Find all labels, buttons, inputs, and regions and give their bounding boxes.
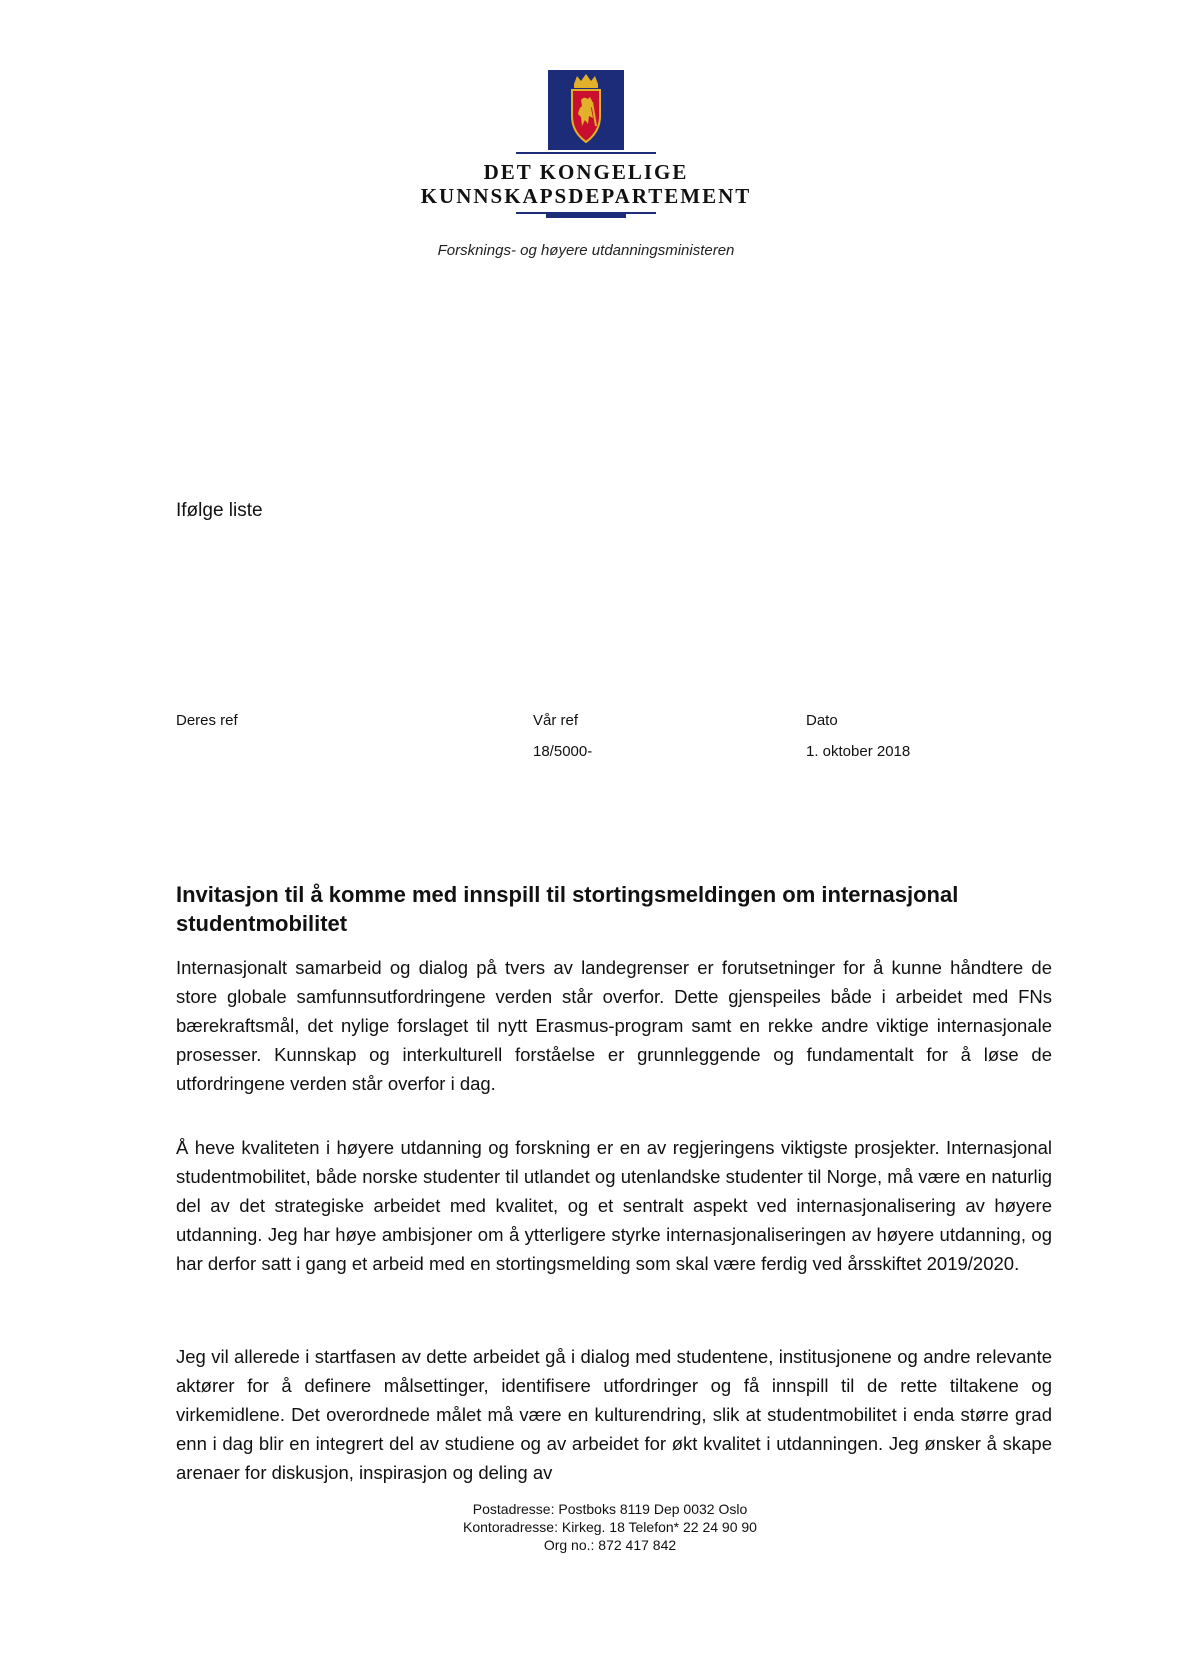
footer-kontoradresse: Kontoradresse: Kirkeg. 18 Telefon* 22 24 90 90 bbox=[463, 1519, 757, 1535]
dato bbox=[806, 712, 910, 760]
norway-coat-of-arms-icon bbox=[548, 70, 624, 150]
footer-postadresse: Postadresse: Postboks 8119 Dep 0032 Oslo bbox=[472, 1501, 748, 1517]
letterhead-rule-top bbox=[516, 152, 656, 154]
var-ref bbox=[533, 712, 592, 760]
dato-label: Dato bbox=[806, 712, 838, 729]
body-paragraph-2: Å heve kvaliteten i høyere utdanning og forskning er en av regjeringens viktigste prosjekter. Internasjonal studentmobilitet, både norske studenter til utlandet og utenlandske studenter til Norge, må være en naturlig del av det strategiske arbeidet med kvalitet, og et sentralt aspekt ved internasjonalisering av høyere utdanning. Jeg har høye ambisjoner om å ytterligere styrke internasjonaliseringen av høyere utdanning, og har derfor satt i gang et arbeid med en stortingsmelding som skal være ferdig ved årsskiftet 2019/2020. bbox=[176, 1137, 1052, 1274]
deres-ref bbox=[176, 712, 238, 743]
deres-ref-label: Deres ref bbox=[176, 712, 238, 729]
footer-org-number: Org no.: 872 417 842 bbox=[543, 1537, 677, 1553]
var-ref-value: 18/5000- bbox=[533, 743, 593, 760]
department-name-line1: DET KONGELIGE bbox=[483, 160, 689, 184]
dato-value: 1. oktober 2018 bbox=[806, 743, 911, 760]
body-paragraph-3: Jeg vil allerede i startfasen av dette arbeidet gå i dialog med studentene, institusjonene og andre relevante aktører for å definere målsettinger, identifisere utfordringer og få innspill til de rette tiltakene og virkemidlene. Det overordnede målet må være en kulturendring, slik at studentmobilitet i enda større grad enn i dag blir en integrert del av studiene og av arbeidet for økt kvalitet i utdanningen. Jeg ønsker å skape arenaer for diskusjon, inspirasjon og deling av bbox=[176, 1346, 1052, 1483]
letter-footer bbox=[300, 1500, 920, 1554]
body-paragraph-1: Internasjonalt samarbeid og dialog på tvers av landegrenser er forutsetninger for å kunne håndtere de store globale samfunnsutfordringene verden står overfor. Dette gjenspeiles både i arbeidet med FNs bærekraftsmål, det nylige forslaget til nytt Erasmus-program samt en rekke andre viktige internasjonale prosesser. Kunnskap og interkulturell forståelse er grunnleggende og fundamentalt for å løse de utfordringene verden står overfor i dag. bbox=[176, 957, 1052, 1094]
letter-title: Invitasjon til å komme med innspill til stortingsmeldingen om internasjonal studentmobilitet bbox=[176, 882, 959, 936]
recipient: Ifølge liste bbox=[176, 500, 263, 521]
var-ref-label: Vår ref bbox=[533, 712, 579, 729]
letterhead-rule-accent bbox=[546, 214, 626, 218]
department-name-line2: KUNNSKAPSDEPARTEMENT bbox=[420, 184, 752, 208]
ministry-subtitle: Forsknings- og høyere utdanningsministeren bbox=[437, 242, 735, 259]
